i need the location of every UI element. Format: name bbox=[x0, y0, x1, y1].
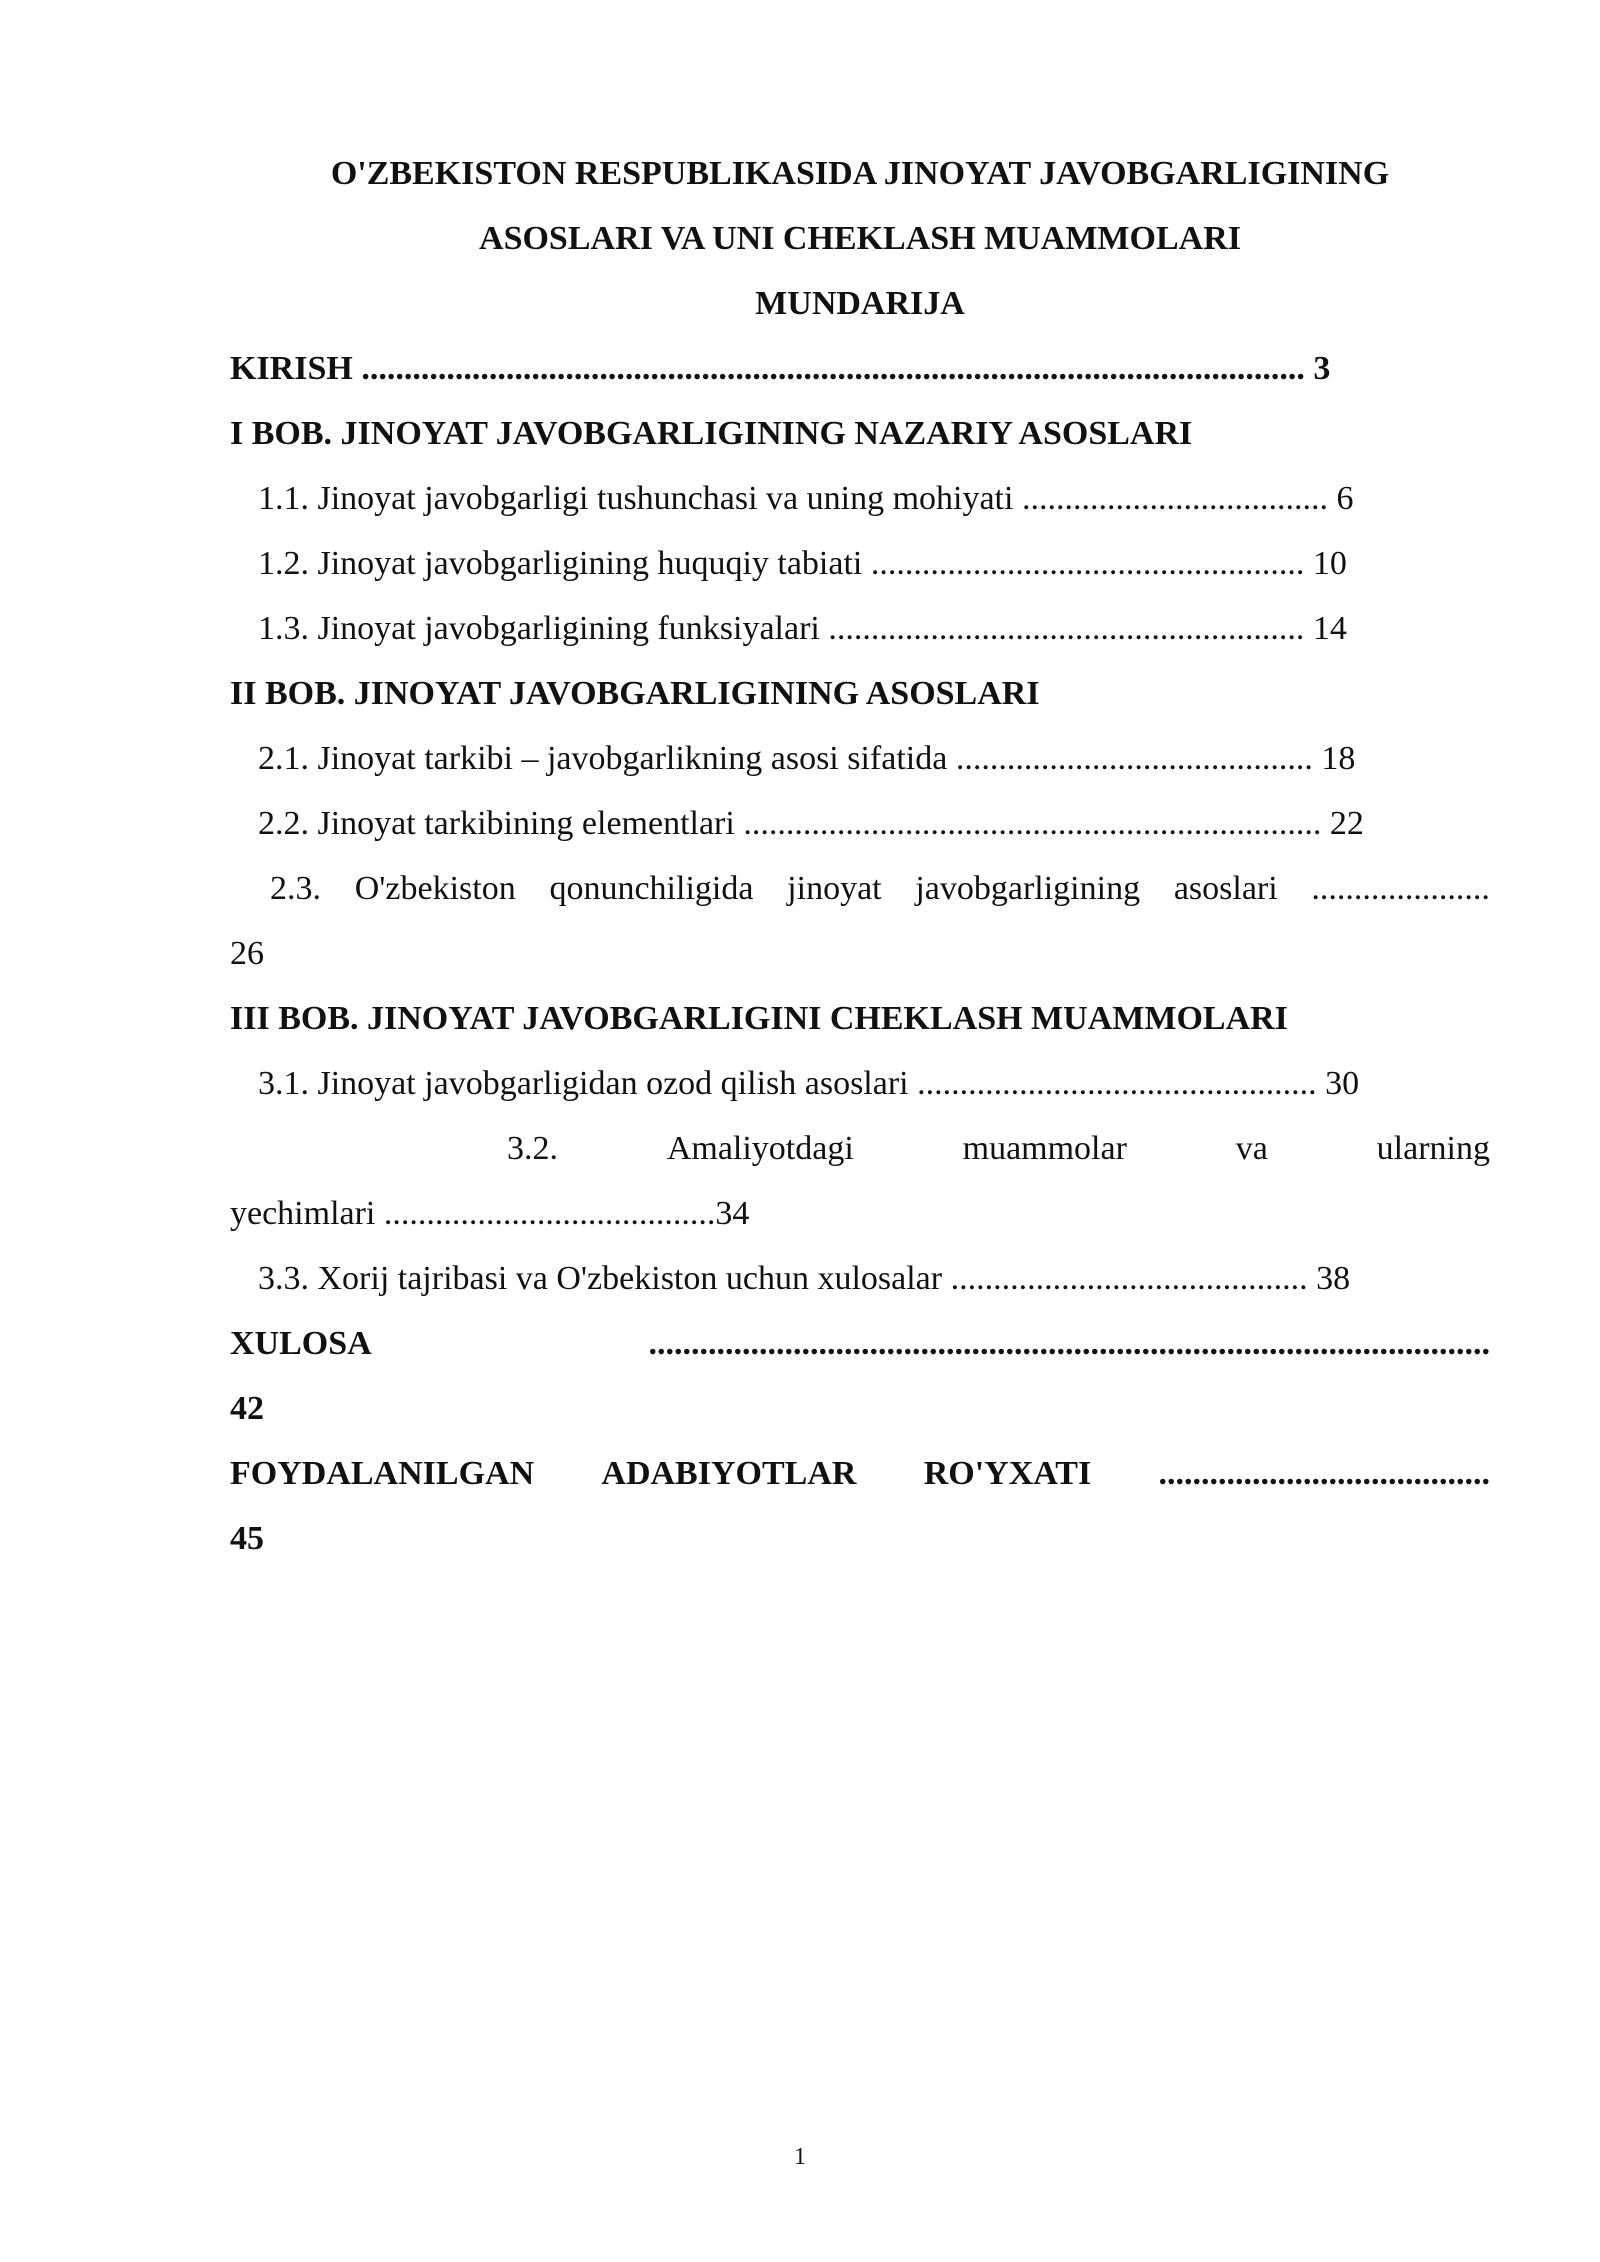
toc-entry-2-3-word: asoslari bbox=[1173, 870, 1278, 907]
toc-entry-3-1: 3.1. Jinoyat javobgarligidan ozod qilish asoslari ............................................... 30 bbox=[258, 1065, 1360, 1102]
toc-chapter-3: III BOB. JINOYAT JAVOBGARLIGINI CHEKLASH MUAMMOLARI bbox=[230, 1000, 1288, 1037]
toc-heading: MUNDARIJA bbox=[755, 285, 965, 322]
toc-entry-2-3-word: 2.3. bbox=[270, 870, 321, 907]
toc-entry-xulosa-leader: ................................................................................................... bbox=[648, 1325, 1490, 1362]
toc-entry-references-word: RO'YXATI bbox=[923, 1455, 1092, 1492]
toc-entry-3-2-continuation: yechimlari .......................................34 bbox=[230, 1195, 750, 1232]
toc-chapter-2: II BOB. JINOYAT JAVOBGARLIGINING ASOSLARI bbox=[230, 675, 1040, 712]
toc-entry-3-2-word: ularning bbox=[1376, 1130, 1490, 1167]
toc-entry-3-3: 3.3. Xorij tajribasi va O'zbekiston uchun xulosalar .......................................... 38 bbox=[258, 1260, 1351, 1297]
toc-chapter-1: I BOB. JINOYAT JAVOBGARLIGINING NAZARIY ASOSLARI bbox=[230, 415, 1193, 452]
toc-entry-1-1: 1.1. Jinoyat javobgarligi tushunchasi va uning mohiyati .................................... 6 bbox=[258, 480, 1354, 517]
toc-entry-xulosa bbox=[230, 1324, 1490, 1364]
page-number: 1 bbox=[794, 2144, 806, 2170]
toc-entry-references-word: FOYDALANILGAN bbox=[230, 1455, 535, 1492]
toc-entry-references-leader: ....................................... bbox=[1158, 1455, 1490, 1492]
toc-entry-xulosa-label: XULOSA bbox=[230, 1325, 372, 1362]
toc-entry-3-2-word: va bbox=[1235, 1130, 1268, 1167]
toc-entry-2-3 bbox=[270, 869, 1490, 909]
toc-entry-references bbox=[230, 1454, 1490, 1494]
toc-entry-3-2-word: 3.2. bbox=[507, 1130, 558, 1167]
toc-entry-3-2-word: Amaliyotdagi bbox=[666, 1130, 854, 1167]
toc-entry-references-page: 45 bbox=[230, 1520, 264, 1557]
toc-entry-2-3-leader: ..................... bbox=[1311, 870, 1490, 907]
toc-entry-1-3: 1.3. Jinoyat javobgarligining funksiyalari ........................................................ 14 bbox=[258, 610, 1347, 647]
toc-entry-3-2 bbox=[507, 1129, 1490, 1169]
toc-entry-2-2: 2.2. Jinoyat tarkibining elementlari .................................................................... 22 bbox=[258, 805, 1364, 842]
toc-entry-references-word: ADABIYOTLAR bbox=[601, 1455, 857, 1492]
document-title-line-2: ASOSLARI VA UNI CHEKLASH MUAMMOLARI bbox=[479, 220, 1241, 257]
toc-entry-kirish: KIRISH ............................................................................................................... 3 bbox=[230, 350, 1331, 387]
toc-entry-2-3-page: 26 bbox=[230, 935, 264, 972]
toc-entry-xulosa-page: 42 bbox=[230, 1390, 264, 1427]
toc-entry-2-3-word: javobgarligining bbox=[915, 870, 1141, 907]
toc-entry-1-2: 1.2. Jinoyat javobgarligining huquqiy tabiati ................................................... 10 bbox=[258, 545, 1347, 582]
document-title-line-1: O'ZBEKISTON RESPUBLIKASIDA JINOYAT JAVOBGARLIGINING bbox=[330, 155, 1390, 192]
toc-entry-2-1: 2.1. Jinoyat tarkibi – javobgarlikning asosi sifatida .......................................... 18 bbox=[258, 740, 1356, 777]
toc-entry-2-3-word: jinoyat bbox=[787, 870, 882, 907]
toc-entry-3-2-word: muammolar bbox=[962, 1130, 1127, 1167]
toc-entry-2-3-word: qonunchiligida bbox=[549, 870, 754, 907]
toc-entry-2-3-word: O'zbekiston bbox=[354, 870, 516, 907]
